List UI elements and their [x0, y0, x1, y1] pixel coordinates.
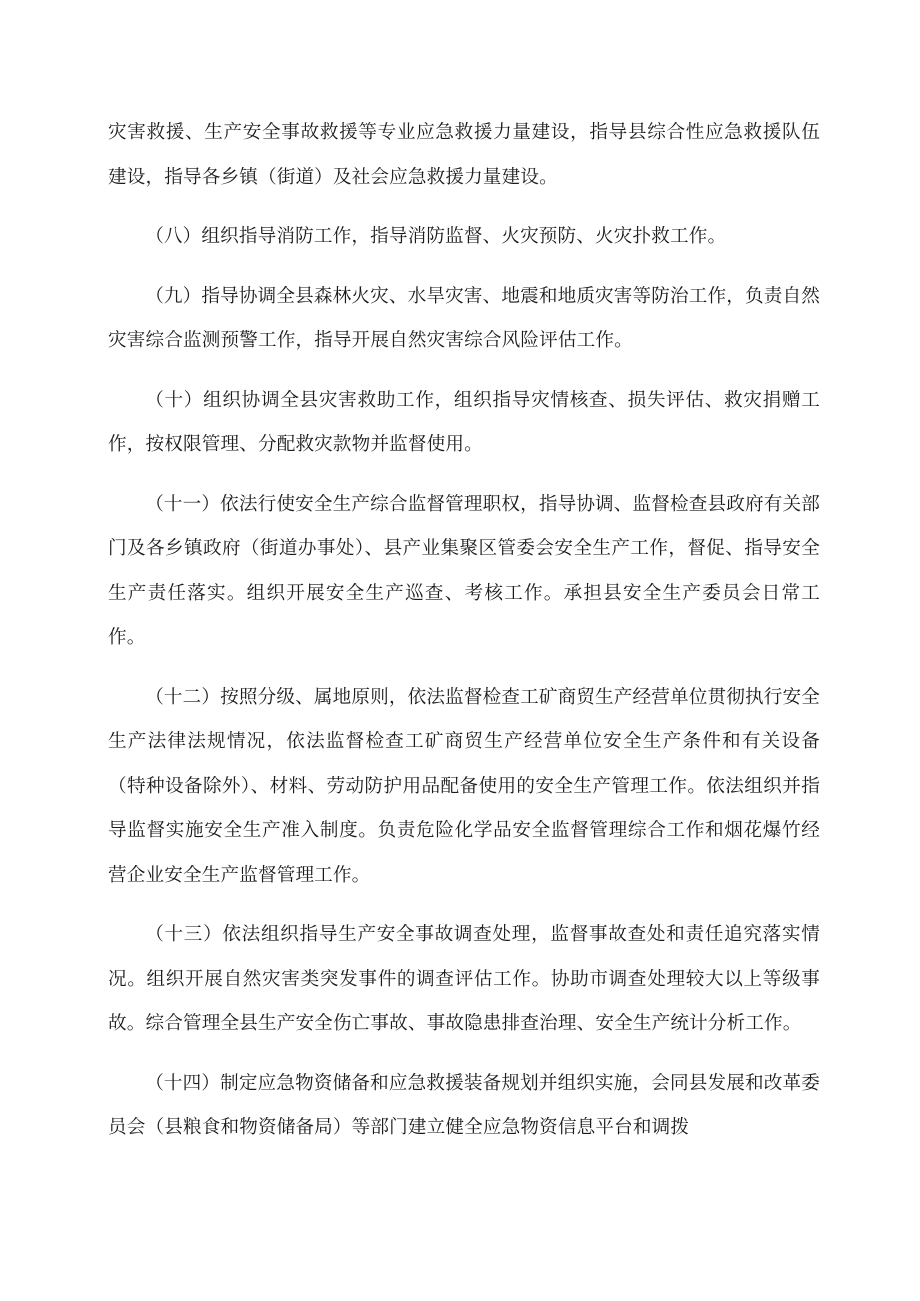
paragraph-item-8: （八）组织指导消防工作，指导消防监督、火灾预防、火灾扑救工作。 — [145, 226, 727, 247]
paragraph-continuation: 灾害救援、生产安全事故救援等专业应急救援力量建设，指导县综合性应急救援队伍建设，指导各乡镇（街道）及社会应急救援力量建设。 — [108, 122, 820, 188]
paragraph-item-12: （十二）按照分级、属地原则，依法监督检查工矿商贸生产经营单位贯彻执行安全生产法律法规情况，依法监督检查工矿商贸生产经营单位安全生产条件和有关设备（特种设备除外）、材料、劳动防护用品配备使用的安全生产管理工作。依法组织并指导监督实施安全生产准入制度。负责危险化学品安全监督管理综合工作和烟花爆竹经营企业安全生产监督管理工作。 — [108, 686, 820, 886]
paragraph-item-11: （十一）依法行使安全生产综合监督管理职权，指导协调、监督检查县政府有关部门及各乡镇政府（街道办事处）、县产业集聚区管委会安全生产工作，督促、指导安全生产责任落实。组织开展安全生产巡查、考核工作。承担县安全生产委员会日常工作。 — [108, 493, 820, 648]
paragraph-item-10: （十）组织协调全县灾害救助工作，组织指导灾情核查、损失评估、救灾捐赠工作，按权限管理、分配救灾款物并监督使用。 — [108, 389, 820, 455]
paragraph-item-14: （十四）制定应急物资储备和应急救援装备规划并组织实施，会同县发展和改革委员会（县粮食和物资储备局）等部门建立健全应急物资信息平台和调拨 — [108, 1072, 820, 1138]
document-page — [108, 111, 820, 1151]
paragraph-item-9: （九）指导协调全县森林火灾、水旱灾害、地震和地质灾害等防治工作，负责自然灾害综合监测预警工作，指导开展自然灾害综合风险评估工作。 — [108, 285, 820, 351]
paragraph-item-13: （十三）依法组织指导生产安全事故调查处理，监督事故查处和责任追究落实情况。组织开展自然灾害类突发事件的调查评估工作。协助市调查处理较大以上等级事故。综合管理全县生产安全伤亡事故、事故隐患排查治理、安全生产统计分析工作。 — [108, 924, 820, 1034]
